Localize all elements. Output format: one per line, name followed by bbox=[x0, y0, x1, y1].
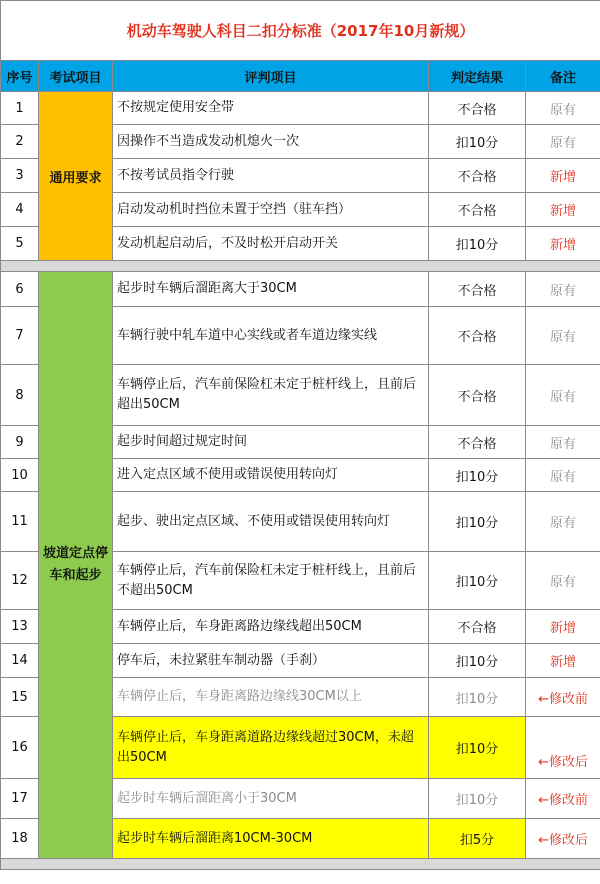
row-no: 4 bbox=[1, 193, 39, 227]
row-no: 2 bbox=[1, 125, 39, 159]
row-no: 8 bbox=[1, 365, 39, 426]
header-no: 序号 bbox=[1, 61, 39, 92]
row-no: 10 bbox=[1, 459, 39, 492]
row-no: 14 bbox=[1, 644, 39, 678]
row-item: 不按规定使用安全带 bbox=[113, 92, 429, 125]
row-no: 3 bbox=[1, 159, 39, 193]
row-item: 因操作不当造成发动机熄火一次 bbox=[113, 125, 429, 159]
row-item: 车辆停止后，汽车前保险杠未定于桩杆线上，且前后不超出50CM bbox=[113, 552, 429, 610]
row-result: 不合格 bbox=[429, 610, 526, 644]
row-no: 6 bbox=[1, 272, 39, 307]
row-result: 扣10分 bbox=[429, 125, 526, 159]
row-no: 15 bbox=[1, 678, 39, 717]
row-note: ←修改前 bbox=[526, 678, 600, 717]
row-result: 不合格 bbox=[429, 426, 526, 459]
row-result: 不合格 bbox=[429, 92, 526, 125]
row-result: 不合格 bbox=[429, 365, 526, 426]
row-note: 新增 bbox=[526, 227, 600, 261]
row-note: 原有 bbox=[526, 125, 600, 159]
table-row bbox=[1, 272, 600, 307]
row-result: 扣10分 bbox=[429, 552, 526, 610]
row-item: 车辆停止后，车身距离道路边缘线超过30CM，未超出50CM bbox=[113, 717, 429, 779]
row-result: 不合格 bbox=[429, 159, 526, 193]
row-item: 发动机起启动后，不及时松开启动开关 bbox=[113, 227, 429, 261]
row-item: 停车后，未拉紧驻车制动器（手刹） bbox=[113, 644, 429, 678]
row-no: 18 bbox=[1, 819, 39, 859]
header-row bbox=[1, 61, 600, 92]
row-item: 不按考试员指令行驶 bbox=[113, 159, 429, 193]
category-general: 通用要求 bbox=[39, 92, 113, 261]
header-note: 备注 bbox=[526, 61, 600, 92]
row-result: 不合格 bbox=[429, 272, 526, 307]
row-no: 12 bbox=[1, 552, 39, 610]
row-note: 原有 bbox=[526, 365, 600, 426]
row-item: 起步时车辆后溜距离大于30CM bbox=[113, 272, 429, 307]
row-result: 不合格 bbox=[429, 193, 526, 227]
row-no: 5 bbox=[1, 227, 39, 261]
header-category: 考试项目 bbox=[39, 61, 113, 92]
row-note: 原有 bbox=[526, 552, 600, 610]
row-result: 扣10分 bbox=[429, 779, 526, 819]
row-note: ←修改后 bbox=[526, 819, 600, 859]
table-row bbox=[1, 92, 600, 125]
table-title: 机动车驾驶人科目二扣分标准（2017年10月新规） bbox=[1, 1, 600, 61]
row-note: 原有 bbox=[526, 459, 600, 492]
row-result: 扣10分 bbox=[429, 492, 526, 552]
row-result: 扣10分 bbox=[429, 459, 526, 492]
row-note: 新增 bbox=[526, 644, 600, 678]
separator-row bbox=[1, 261, 600, 272]
row-result: 扣10分 bbox=[429, 227, 526, 261]
row-note: 新增 bbox=[526, 193, 600, 227]
header-item: 评判项目 bbox=[113, 61, 429, 92]
row-no: 9 bbox=[1, 426, 39, 459]
row-note: ←修改后 bbox=[526, 717, 600, 779]
row-item: 起步时车辆后溜距离小于30CM bbox=[113, 779, 429, 819]
row-item: 起步时车辆后溜距离10CM-30CM bbox=[113, 819, 429, 859]
row-result: 扣10分 bbox=[429, 644, 526, 678]
row-result: 扣5分 bbox=[429, 819, 526, 859]
row-item: 车辆停止后，汽车前保险杠未定于桩杆线上，且前后超出50CM bbox=[113, 365, 429, 426]
row-no: 11 bbox=[1, 492, 39, 552]
row-result: 扣10分 bbox=[429, 717, 526, 779]
row-no: 7 bbox=[1, 307, 39, 365]
row-result: 不合格 bbox=[429, 307, 526, 365]
row-note: 新增 bbox=[526, 610, 600, 644]
header-result: 判定结果 bbox=[429, 61, 526, 92]
row-note: 原有 bbox=[526, 307, 600, 365]
row-note: 原有 bbox=[526, 272, 600, 307]
row-item: 起步、驶出定点区域、不使用或错误使用转向灯 bbox=[113, 492, 429, 552]
row-note: 原有 bbox=[526, 426, 600, 459]
category-slope-label: 坡道定点停车和起步 bbox=[43, 546, 109, 583]
row-item: 车辆停止后，车身距离路边缘线30CM以上 bbox=[113, 678, 429, 717]
row-note: ←修改前 bbox=[526, 779, 600, 819]
row-item: 车辆停止后，车身距离路边缘线超出50CM bbox=[113, 610, 429, 644]
row-item: 起步时间超过规定时间 bbox=[113, 426, 429, 459]
row-result: 扣10分 bbox=[429, 678, 526, 717]
row-item: 车辆行驶中轧车道中心实线或者车道边缘实线 bbox=[113, 307, 429, 365]
category-slope bbox=[39, 272, 113, 859]
separator bbox=[1, 859, 600, 870]
row-note: 原有 bbox=[526, 492, 600, 552]
separator bbox=[1, 261, 600, 272]
row-item: 启动发动机时挡位未置于空挡（驻车挡） bbox=[113, 193, 429, 227]
row-no: 1 bbox=[1, 92, 39, 125]
row-no: 16 bbox=[1, 717, 39, 779]
title-row bbox=[1, 1, 600, 61]
row-no: 17 bbox=[1, 779, 39, 819]
row-note: 原有 bbox=[526, 92, 600, 125]
row-no: 13 bbox=[1, 610, 39, 644]
row-note: 新增 bbox=[526, 159, 600, 193]
separator-row bbox=[1, 859, 600, 870]
row-item: 进入定点区域不使用或错误使用转向灯 bbox=[113, 459, 429, 492]
